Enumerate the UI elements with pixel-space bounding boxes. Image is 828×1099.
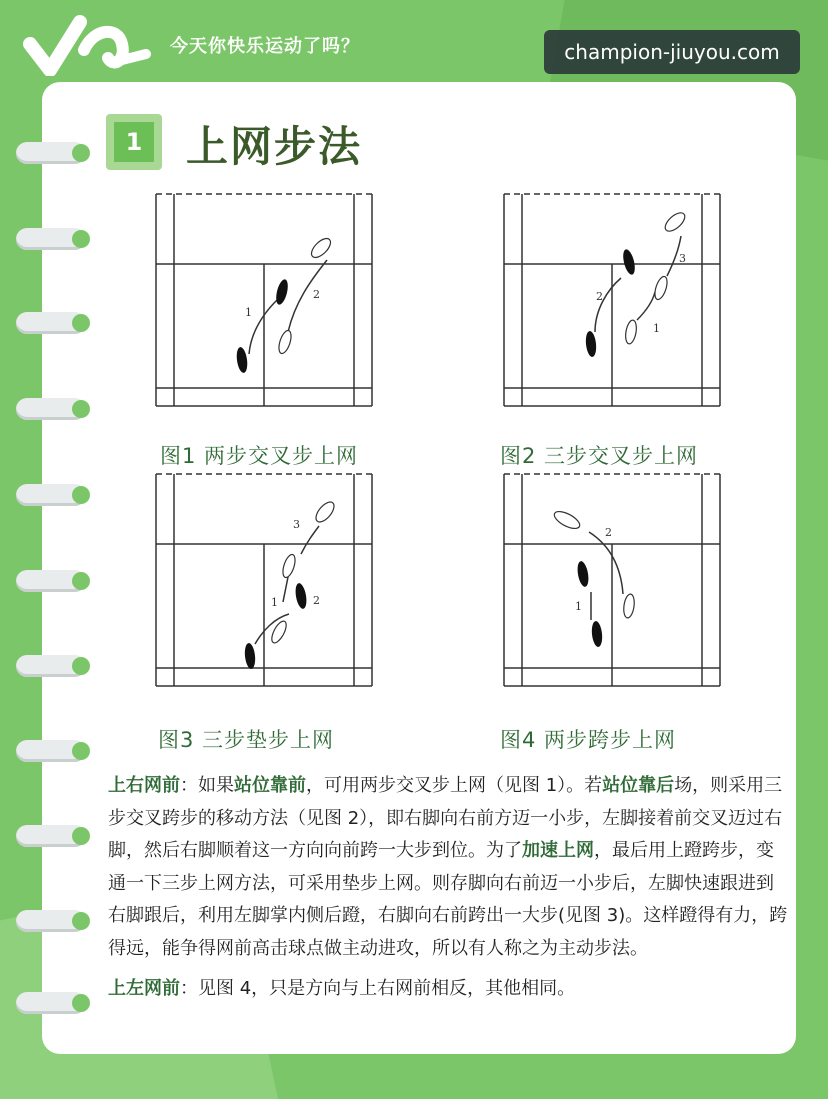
step-label: 2: [605, 526, 612, 539]
figure-4-diagram: [503, 472, 721, 688]
binder-ring: [16, 992, 86, 1014]
text-run: ，最后用上蹬跨步，变通一下三步上网方法，可采用垫步上网。则存脚向右前迈一小步后，左脚快速跟进到右脚跟后，利用左脚掌内侧后蹬，右脚向右前跨出一大步(见图 3)。这样蹬得有力，跨得远，能争得网前高击球点做主动进攻，所以有人称之为主动步法。: [108, 840, 788, 959]
binder-ring: [16, 228, 86, 250]
highlight: 上左网前: [108, 978, 180, 999]
logo-icon: [22, 14, 152, 76]
highlight: 站位靠前: [234, 775, 306, 796]
text-run: ：如果: [180, 775, 234, 796]
binder-ring: [16, 740, 86, 762]
figure-3-diagram: [155, 472, 373, 688]
figure-2-diagram: [503, 192, 721, 408]
highlight: 站位靠后: [602, 775, 675, 796]
watermark: champion-jiuyou.com: [544, 30, 800, 74]
step-label: 3: [679, 252, 686, 265]
section-title: 上网步法: [186, 122, 363, 171]
step-label: 2: [313, 288, 320, 301]
figure-1-caption: 图1 两步交叉步上网: [160, 444, 359, 468]
paragraph-left-net: [108, 973, 788, 1006]
text-run: ，可用两步交叉步上网（见图 1）。若: [306, 775, 603, 796]
body-text: [108, 770, 788, 1014]
step-label: 1: [653, 322, 660, 335]
binder-ring: [16, 825, 86, 847]
figure-4-caption: 图4 两步跨步上网: [500, 728, 677, 752]
binder-ring: [16, 570, 86, 592]
text-run: ：见图 4，只是方向与上右网前相反，其他相同。: [180, 978, 576, 999]
figure-3-caption: 图3 三步垫步上网: [158, 728, 335, 752]
binder-ring: [16, 398, 86, 420]
paragraph-right-net: [108, 770, 788, 965]
binder-ring: [16, 312, 86, 334]
step-label: 1: [245, 306, 252, 319]
figure-1-diagram: [155, 192, 373, 408]
binder-ring: [16, 655, 86, 677]
binder-ring: [16, 142, 86, 164]
step-label: 1: [271, 596, 278, 609]
binder-ring: [16, 910, 86, 932]
section-number: 1: [114, 122, 154, 162]
header-slogan: 今天你快乐运动了吗？: [170, 36, 360, 57]
step-label: 1: [575, 600, 582, 613]
figure-2-caption: 图2 三步交叉步上网: [500, 444, 699, 468]
binder-ring: [16, 484, 86, 506]
text-run: 场，则采用三步交叉跨步的移动方法（见图 2），即右脚向右前方迈一小步，左脚接着前交叉迈过右脚，然后右脚顺着这一方向向前跨一大步到位。为了: [108, 775, 783, 861]
step-label: 2: [313, 594, 320, 607]
step-label: 2: [596, 290, 603, 303]
step-label: 3: [293, 518, 300, 531]
section-badge: [106, 114, 162, 170]
highlight: 加速上网: [522, 840, 594, 861]
highlight: 上右网前: [108, 775, 180, 796]
